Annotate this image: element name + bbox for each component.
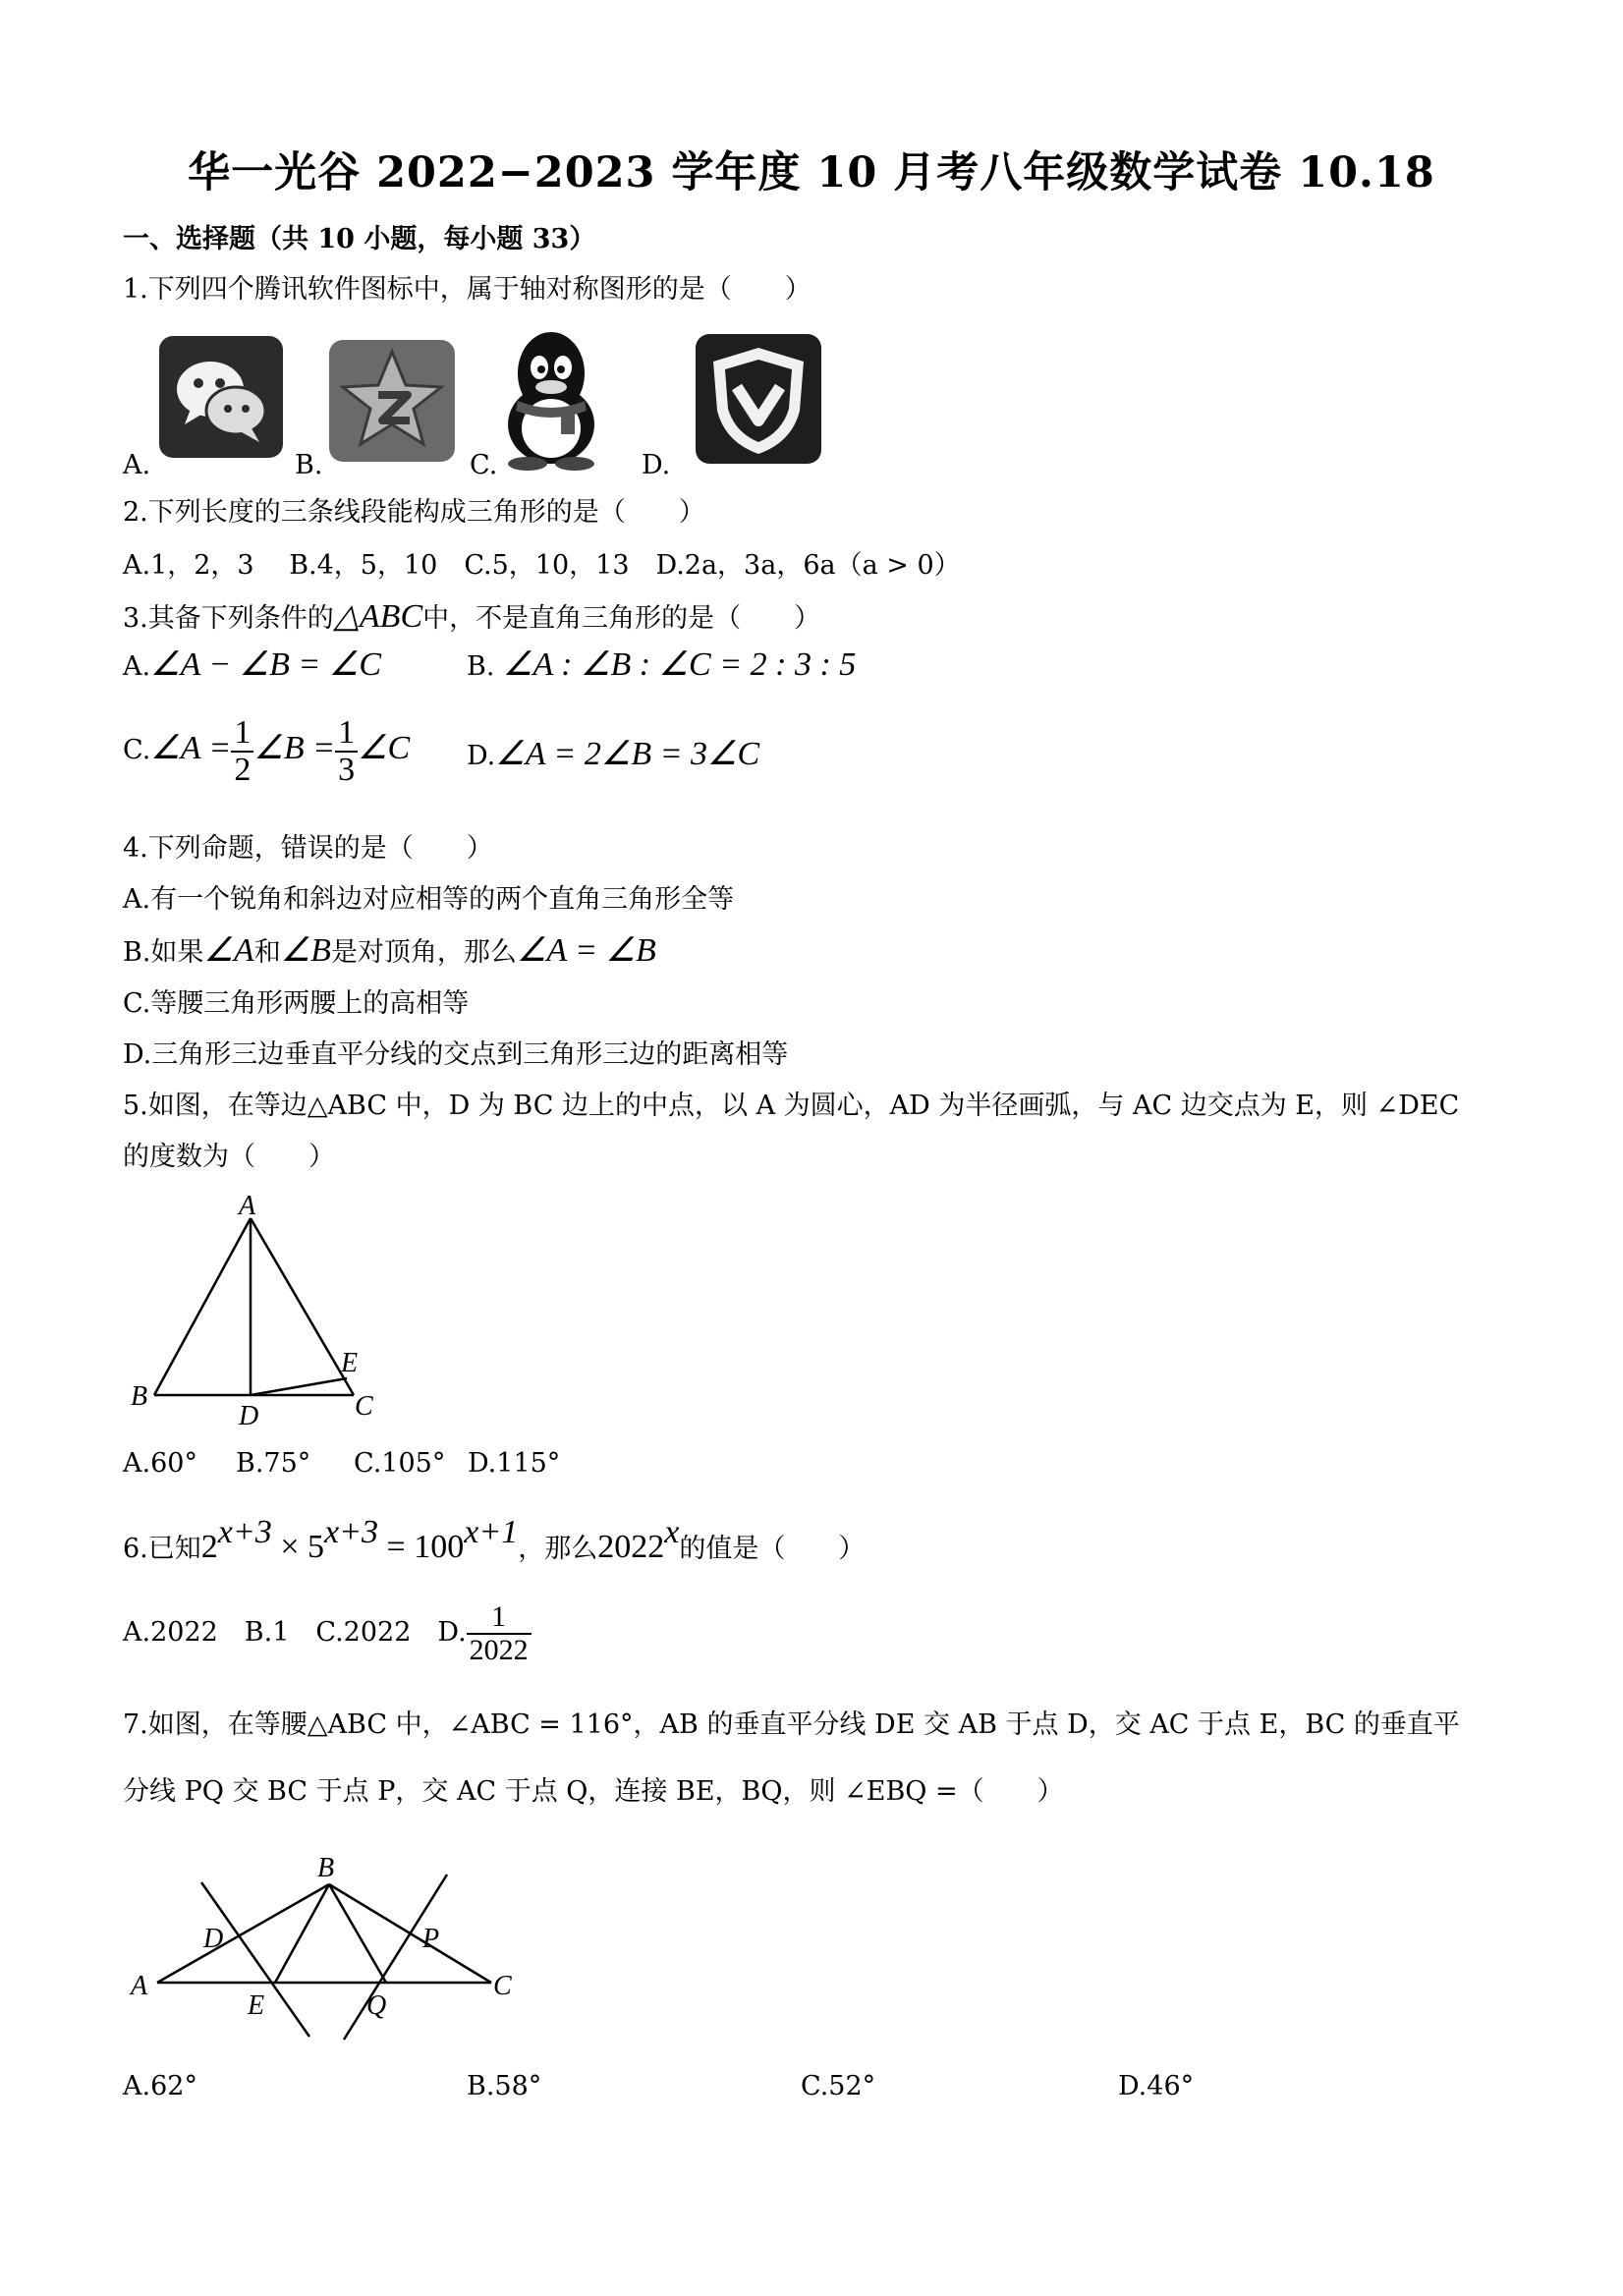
q7-label-d: D — [203, 1924, 224, 1954]
q7-stem-line2: 分线 PQ 交 BC 于点 P，交 AC 于点 Q，连接 BE，BQ，则 ∠EBQ =（ ） — [123, 1776, 1064, 1807]
q4-option-b: B.如果∠A和∠B是对顶角，那么∠A = ∠B — [123, 932, 656, 969]
q5-stem-line1: 5.如图，在等边△ABC 中，D 为 BC 边上的中点，以 A 为圆心，AD 为半径画弧，与 AC 边交点为 E，则 ∠DEC — [123, 1091, 1460, 1121]
q3-stem-post: 中，不是直角三角形的是（ ） — [422, 603, 821, 634]
q7-stem-line1: 7.如图，在等腰△ABC 中，∠ABC = 116°，AB 的垂直平分线 DE 交 AB 于点 D，交 AC 于点 E，BC 的垂直平 — [123, 1709, 1460, 1740]
q6-stem: 6.已知$2^{x+3} \times 5^{x+3} = 100^{x+1}$，那么2022$^x$的值是（ ） — [123, 1514, 866, 1565]
q7-label-e: E — [248, 1990, 265, 2021]
q3-stem-triangle: △ABC — [333, 598, 423, 635]
q7-option-a: A.62° — [123, 2071, 197, 2101]
q7-figure — [123, 1855, 535, 2055]
q7-segment-bq — [329, 1884, 386, 1983]
q5-label-c: C — [355, 1391, 373, 1422]
q5-option-b: B.75° — [236, 1448, 311, 1479]
q5-option-c: C.105° — [354, 1448, 446, 1479]
qzone-star-icon — [327, 338, 457, 468]
q3-option-c: C.∠A = $\frac{1}{2}$ ∠B = $\frac{1}{3}$ ∠C — [123, 714, 411, 788]
q7-label-a: A — [131, 1971, 148, 2001]
q7-option-b: B.58° — [467, 2071, 542, 2101]
q5-label-a: A — [239, 1191, 256, 1221]
tencent-shield-icon — [694, 332, 823, 470]
q4-option-a: A.有一个锐角和斜边对应相等的两个直角三角形全等 — [123, 884, 735, 915]
q5-label-e: E — [341, 1348, 359, 1378]
q7-bisector-pq — [344, 1875, 447, 2040]
q2-options: A.1，2，3 B.4，5，10 C.5，10，13 D.2a，3a，6a（a > 0） — [123, 550, 961, 581]
q7-label-q: Q — [366, 1990, 387, 2021]
wechat-icon — [157, 334, 285, 464]
q6-fraction-d: $\frac{1}{2022}$ — [467, 1601, 532, 1665]
q1-label-c: C. — [470, 450, 498, 480]
q5-label-b: B — [131, 1381, 148, 1412]
q3-stem — [123, 597, 820, 638]
q4-option-c: C.等腰三角形两腰上的高相等 — [123, 988, 470, 1019]
q6-options: A.2022 B.1 C.2022 D. $\frac{1}{2022}$ — [123, 1601, 532, 1665]
q3-option-b: B. ∠A : ∠B : ∠C = 2 : 3 : 5 — [467, 646, 857, 683]
q7-option-d: D.46° — [1118, 2071, 1195, 2101]
q7-option-c: C.52° — [801, 2071, 876, 2101]
q7-label-p: P — [422, 1924, 440, 1954]
q5-figure — [123, 1189, 398, 1438]
exam-title: 华一光谷 2022−2023 学年度 10 月考八年级数学试卷 10.18 — [188, 148, 1435, 197]
q5-side-ab — [154, 1218, 251, 1395]
q1-label-b: B. — [295, 450, 323, 480]
q2-stem: 2.下列长度的三条线段能构成三角形的是（ ） — [123, 497, 705, 528]
q5-side-ac — [251, 1218, 354, 1395]
q3-fraction-half: $\frac{1}{2}$ — [231, 715, 253, 787]
q4-stem: 4.下列命题，错误的是（ ） — [123, 833, 493, 864]
q7-label-b: B — [317, 1855, 335, 1883]
q5-label-d: D — [239, 1401, 259, 1431]
q5-option-a: A.60° — [123, 1448, 197, 1479]
q3-fraction-third: $\frac{1}{3}$ — [335, 715, 358, 787]
q1-stem: 1.下列四个腾讯软件图标中，属于轴对称图形的是（ ） — [123, 274, 812, 305]
q7-label-c: C — [493, 1971, 512, 2001]
q1-label-d: D. — [642, 450, 671, 480]
q4-option-d: D.三角形三边垂直平分线的交点到三角形三边的距离相等 — [123, 1039, 789, 1070]
q5-segment-de — [251, 1378, 347, 1395]
q1-label-a: A. — [123, 450, 151, 480]
section-heading: 一、选择题（共 10 小题，每小题 33） — [123, 224, 596, 254]
q5-option-d: D.115° — [468, 1448, 561, 1479]
q3-option-d: D.∠A = 2∠B = 3∠C — [467, 736, 760, 772]
q3-stem-pre: 3.其备下列条件的 — [123, 603, 334, 634]
qq-penguin-icon — [496, 326, 606, 476]
q5-stem-line2: 的度数为（ ） — [123, 1142, 335, 1172]
q3-option-a: A.∠A − ∠B = ∠C — [123, 646, 382, 683]
